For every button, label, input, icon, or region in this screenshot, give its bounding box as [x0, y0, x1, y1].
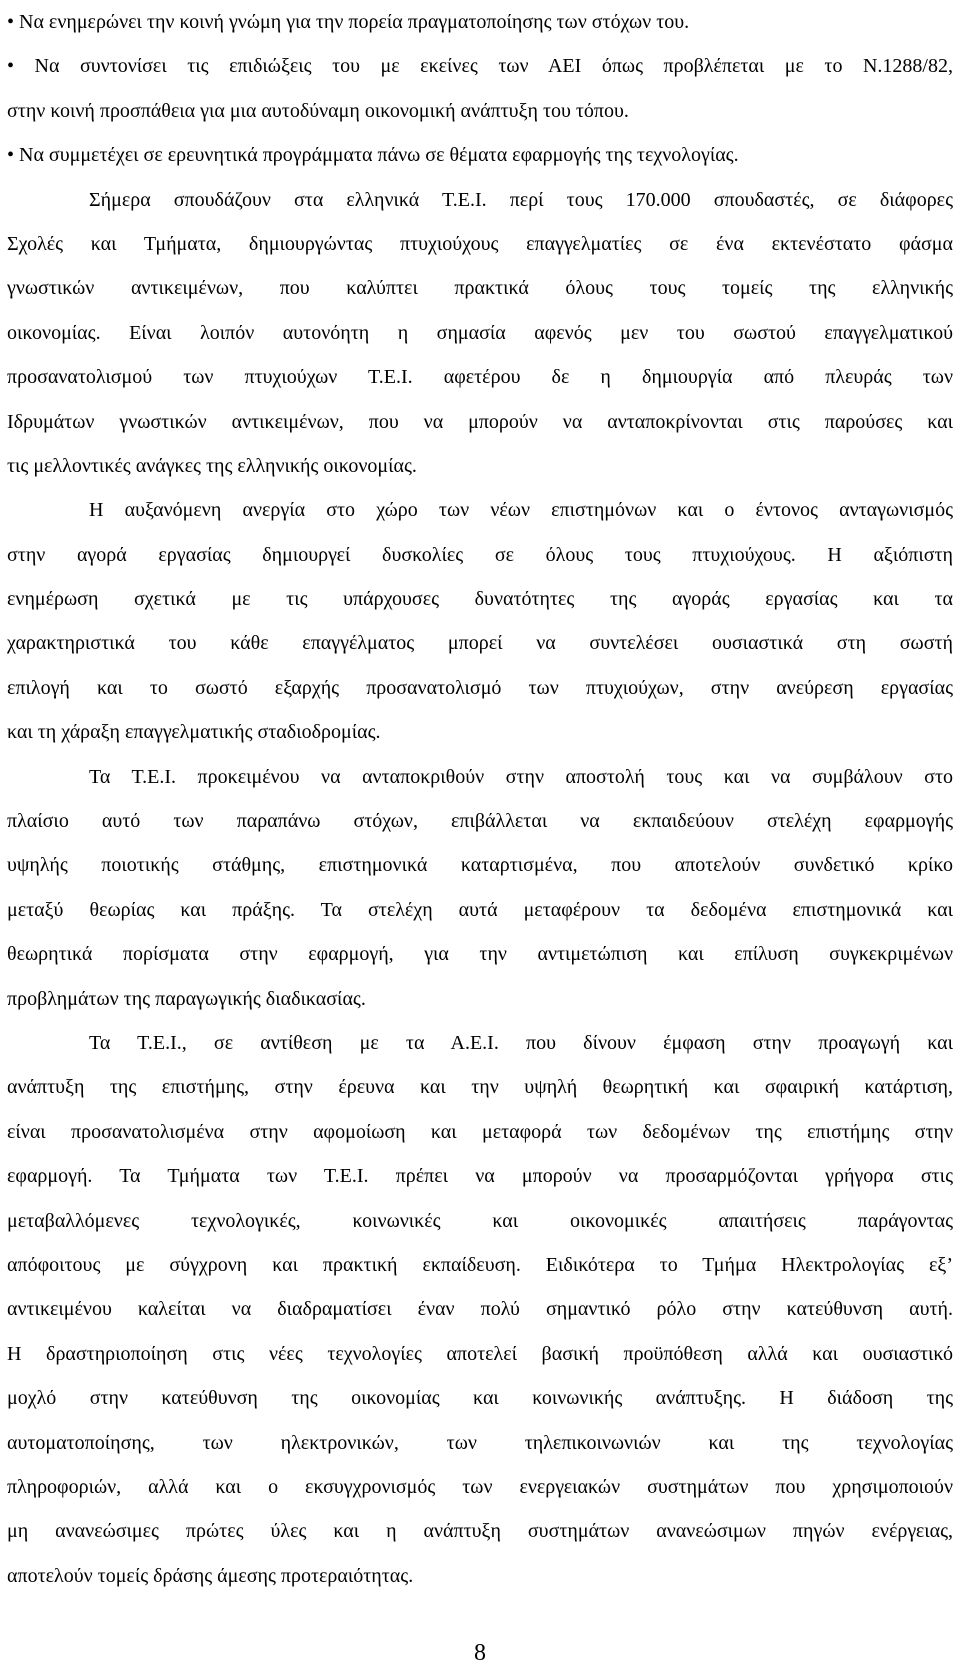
paragraph-line: στην αγορά εργασίας δημιουργεί δυσκολίες σε όλους τους πτυχιούχους. Η αξιόπιστη: [7, 543, 953, 566]
paragraph-line: απόφοιτους με σύγχρονη και πρακτική εκπαίδευση. Ειδικότερα το Τμήμα Ηλεκτρολογίας εξ’: [7, 1253, 953, 1276]
paragraph-line: πληροφοριών, αλλά και ο εκσυγχρονισμός των ενεργειακών συστημάτων που χρησιμοποιούν: [7, 1475, 953, 1498]
paragraph-line: μεταξύ θεωρίας και πράξης. Τα στελέχη αυτά μεταφέρουν τα δεδομένα επιστημονικά και: [7, 898, 953, 921]
paragraph-first-line: Σήμερα σπουδάζουν στα ελληνικά Τ.Ε.Ι. περί τους 170.000 σπουδαστές, σε διάφορες: [89, 188, 953, 211]
paragraph-line: μεταβαλλόμενες τεχνολογικές, κοινωνικές και οικονομικές απαιτήσεις παράγοντας: [7, 1209, 953, 1232]
page-number: 8: [474, 1640, 486, 1666]
bullet-line: • Να συντονίσει τις επιδιώξεις του με εκείνες των ΑΕΙ όπως προβλέπεται με το Ν.1288/82,: [7, 55, 953, 78]
paragraph-line: Η δραστηριοποίηση στις νέες τεχνολογίες αποτελεί βασική προϋπόθεση αλλά και ουσιαστικό: [7, 1342, 953, 1365]
paragraph-last-line: αποτελούν τομείς δράσης άμεσης προτεραιότητας.: [7, 1564, 414, 1587]
paragraph-line: χαρακτηριστικά του κάθε επαγγέλματος μπορεί να συντελέσει ουσιαστικά στη σωστή: [7, 632, 953, 655]
paragraph-first-line: Η αυξανόμενη ανεργία στο χώρο των νέων επιστημόνων και ο έντονος ανταγωνισμός: [89, 499, 953, 522]
paragraph-last-line: προβλημάτων της παραγωγικής διαδικασίας.: [7, 987, 366, 1010]
bullet-line: • Να ενημερώνει την κοινή γνώμη για την πορεία πραγματοποίησης των στόχων του.: [7, 11, 690, 33]
paragraph-first-line: Τα Τ.Ε.Ι., σε αντίθεση με τα Α.Ε.Ι. που δίνουν έμφαση στην προαγωγή και: [89, 1031, 953, 1054]
paragraph-line: ανάπτυξη της επιστήμης, στην έρευνα και την υψηλή θεωρητική και σφαιρική κατάρτιση,: [7, 1076, 953, 1099]
paragraph-line: οικονομίας. Είναι λοιπόν αυτονόητη η σημασία αφενός μεν του σωστού επαγγελματικού: [7, 321, 953, 344]
paragraph-line: γνωστικών αντικειμένων, που καλύπτει πρακτικά όλους τους τομείς της ελληνικής: [7, 277, 953, 300]
paragraph-line: ενημέρωση σχετικά με τις υπάρχουσες δυνατότητες της αγοράς εργασίας και τα: [7, 588, 953, 611]
paragraph-line: μη ανανεώσιμες πρώτες ύλες και η ανάπτυξη συστημάτων ανανεώσιμων πηγών ενέργειας,: [7, 1520, 953, 1543]
paragraph-line: επιλογή και το σωστό εξαρχής προσανατολισμό των πτυχιούχων, στην ανεύρεση εργασίας: [7, 676, 953, 699]
paragraph-line: Σχολές και Τμήματα, δημιουργώντας πτυχιούχους επαγγελματίες σε ένα εκτενέστατο φάσμα: [7, 232, 953, 255]
paragraph-line: προσανατολισμού των πτυχιούχων Τ.Ε.Ι. αφετέρου δε η δημιουργία από πλευράς των: [7, 366, 953, 389]
paragraph-line: υψηλής ποιοτικής στάθμης, επιστημονικά καταρτισμένα, που αποτελούν συνδετικό κρίκο: [7, 854, 953, 877]
paragraph-last-line: και τη χάραξη επαγγελματικής σταδιοδρομίας.: [7, 721, 381, 744]
paragraph-line: εφαρμογή. Τα Τμήματα των Τ.Ε.Ι. πρέπει να μπορούν να προσαρμόζονται γρήγορα στις: [7, 1165, 953, 1188]
paragraph-last-line: τις μελλοντικές ανάγκες της ελληνικής οικονομίας.: [7, 454, 417, 477]
paragraph-line: είναι προσανατολισμένα στην αφομοίωση και μεταφορά των δεδομένων της επιστήμης στην: [7, 1120, 953, 1143]
paragraph-first-line: Τα Τ.Ε.Ι. προκειμένου να ανταποκριθούν στην αποστολή τους και να συμβάλουν στο: [89, 765, 953, 788]
paragraph-line: μοχλό στην κατεύθυνση της οικονομίας και κοινωνικής ανάπτυξης. Η διάδοση της: [7, 1387, 953, 1410]
paragraph-line: θεωρητικά πορίσματα στην εφαρμογή, για την αντιμετώπιση και επίλυση συγκεκριμένων: [7, 943, 953, 966]
paragraph-line: αυτοματοποίησης, των ηλεκτρονικών, των τηλεπικοινωνιών και της τεχνολογίας: [7, 1431, 953, 1454]
bullet-continuation-line: στην κοινή προσπάθεια για μια αυτοδύναμη οικονομική ανάπτυξη του τόπου.: [7, 99, 629, 122]
paragraph-line: πλαίσιο αυτό των παραπάνω στόχων, επιβάλλεται να εκπαιδεύουν στελέχη εφαρμογής: [7, 810, 953, 833]
bullet-line: • Να συμμετέχει σε ερευνητικά προγράμματα πάνω σε θέματα εφαρμογής της τεχνολογίας.: [7, 144, 739, 167]
paragraph-line: Ιδρυμάτων γνωστικών αντικειμένων, που να μπορούν να ανταποκρίνονται στις παρούσες και: [7, 410, 953, 433]
body-text: [7, 0, 953, 1598]
paragraph-line: αντικειμένου καλείται να διαδραματίσει έναν πολύ σημαντικό ρόλο στην κατεύθυνση αυτή.: [7, 1298, 953, 1321]
